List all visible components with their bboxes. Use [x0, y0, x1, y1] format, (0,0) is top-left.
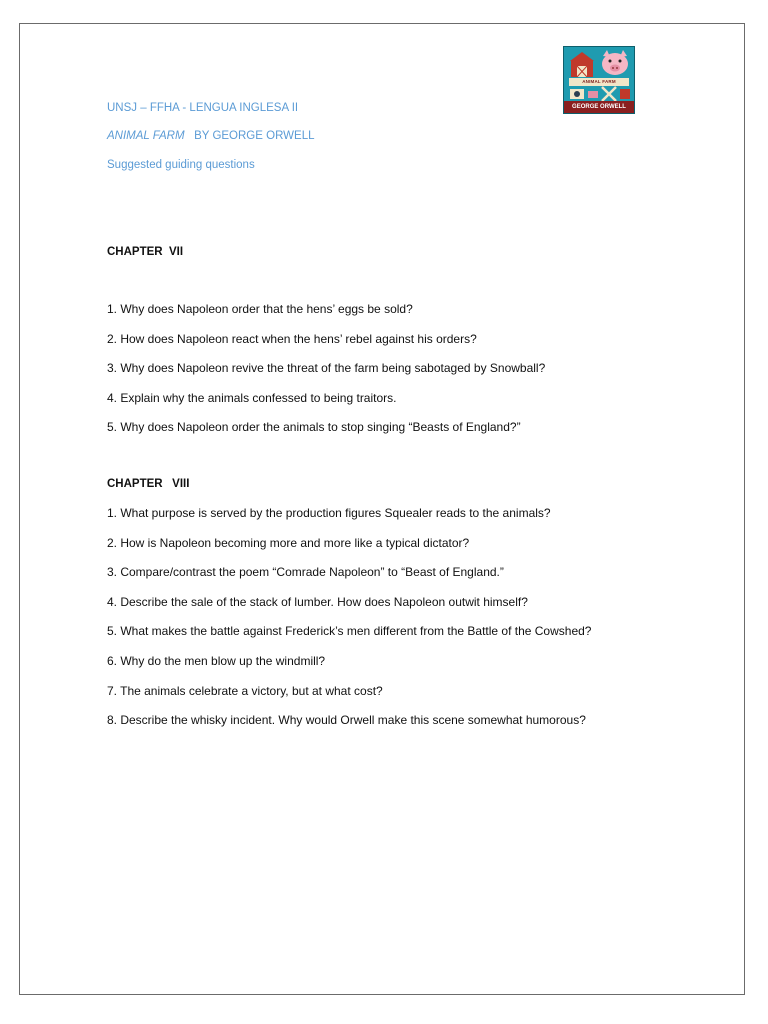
- question-item: 2. How is Napoleon becoming more and more like a typical dictator?: [107, 535, 470, 550]
- question-item: 2. How does Napoleon react when the hens’ rebel against his orders?: [107, 331, 477, 346]
- question-item: 4. Describe the sale of the stack of lumber. How does Napoleon outwit himself?: [107, 594, 528, 609]
- chapter-7-questions: [107, 295, 545, 443]
- cover-author-text: GEORGE ORWELL: [564, 101, 634, 113]
- question-item: 5. What makes the battle against Frederick’s men different from the Battle of the Cowshed?: [107, 624, 592, 639]
- chapter-8-questions: [107, 499, 591, 736]
- question-item: 8. Describe the whisky incident. Why would Orwell make this scene somewhat humorous?: [107, 713, 586, 728]
- document-subtitle: Suggested guiding questions: [107, 159, 255, 171]
- course-header: UNSJ – FFHA - LENGUA INGLESA II: [107, 102, 299, 114]
- question-item: 5. Why does Napoleon order the animals to stop singing “Beasts of England?”: [107, 420, 521, 435]
- question-item: 4. Explain why the animals confessed to being traitors.: [107, 390, 397, 405]
- question-item: 1. What purpose is served by the production figures Squealer reads to the animals?: [107, 506, 551, 520]
- book-title: ANIMAL FARM: [107, 130, 185, 142]
- chapter-8-heading: CHAPTER VIII: [107, 478, 190, 490]
- book-title-header: [107, 130, 314, 142]
- question-item: 3. Compare/contrast the poem “Comrade Napoleon” to “Beast of England.”: [107, 565, 504, 580]
- cover-title-text: ANIMAL FARM: [569, 78, 629, 86]
- book-author: BY GEORGE ORWELL: [184, 130, 315, 142]
- question-item: 3. Why does Napoleon revive the threat of the farm being sabotaged by Snowball?: [107, 361, 546, 376]
- chapter-7-heading: CHAPTER VII: [107, 246, 184, 258]
- book-cover-image: [563, 46, 635, 114]
- question-item: 7. The animals celebrate a victory, but at what cost?: [107, 683, 383, 698]
- question-item: 6. Why do the men blow up the windmill?: [107, 653, 326, 668]
- question-item: 1. Why does Napoleon order that the hens’ eggs be sold?: [107, 302, 413, 316]
- document-page: [19, 23, 745, 995]
